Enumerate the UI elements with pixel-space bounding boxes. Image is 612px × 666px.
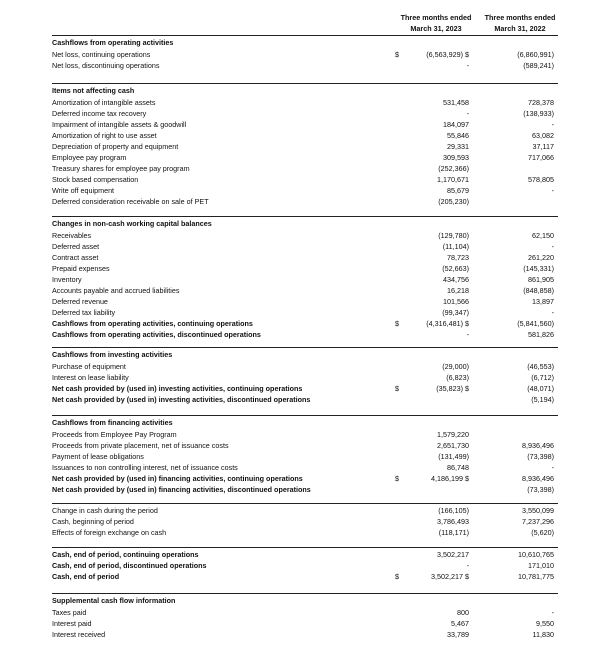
- statement-row: [0, 549, 612, 560]
- section-title-label: Changes in non-cash working capital balances: [52, 219, 212, 228]
- section-title-label: Items not affecting cash: [52, 86, 135, 95]
- statement-row: [0, 152, 612, 163]
- value-2023: (35,823) $: [436, 384, 469, 393]
- rule-line: [52, 415, 558, 416]
- statement-row: [0, 473, 612, 484]
- value-2023: (205,230): [438, 197, 469, 206]
- value-2022: (73,398): [527, 452, 554, 461]
- value-2023: -: [466, 330, 469, 339]
- statement-row: [0, 307, 612, 318]
- statement-row: [0, 163, 612, 174]
- row-label: Stock based compensation: [52, 175, 139, 184]
- statement-row: [0, 119, 612, 130]
- value-2022: 717,066: [528, 153, 554, 162]
- row-label: Impairment of intangible assets & goodwill: [52, 120, 187, 129]
- row-label: Inventory: [52, 275, 82, 284]
- value-2022: 10,781,775: [518, 572, 554, 581]
- row-label: Amortization of intangible assets: [52, 98, 156, 107]
- statement-row: [0, 527, 612, 538]
- row-label: Deferred consideration receivable on sale of PET: [52, 197, 209, 206]
- value-2022: 13,897: [532, 297, 554, 306]
- statement-row: [0, 185, 612, 196]
- row-label: Interest on lease liability: [52, 373, 129, 382]
- value-2023: 3,502,217 $: [431, 572, 469, 581]
- row-label: Deferred income tax recovery: [52, 109, 147, 118]
- value-2022: (145,331): [523, 264, 554, 273]
- value-2022: 10,610,765: [518, 550, 554, 559]
- statement-row: [0, 60, 612, 71]
- value-2023: (52,663): [442, 264, 469, 273]
- currency-symbol: $: [395, 572, 399, 581]
- value-2022: 9,550: [536, 619, 554, 628]
- row-label: Net cash provided by (used in) financing activities, continuing operations: [52, 474, 303, 483]
- row-label: Change in cash during the period: [52, 506, 158, 515]
- value-2023: (6,563,929) $: [426, 50, 469, 59]
- row-label: Receivables: [52, 231, 92, 240]
- statement-row: [0, 372, 612, 383]
- currency-symbol: $: [395, 474, 399, 483]
- row-label: Net cash provided by (used in) investing activities, continuing operations: [52, 384, 303, 393]
- value-2023: (252,366): [438, 164, 469, 173]
- value-2023: 2,651,730: [437, 441, 469, 450]
- value-2022: (848,858): [523, 286, 554, 295]
- value-2022: 62,150: [532, 231, 554, 240]
- statement-row: [0, 361, 612, 372]
- row-label: Prepaid expenses: [52, 264, 110, 273]
- section-title: [0, 349, 612, 360]
- rule-line: [52, 547, 558, 548]
- row-label: Proceeds from Employee Pay Program: [52, 430, 177, 439]
- statement-row: [0, 516, 612, 527]
- row-label: Cash, end of period: [52, 572, 120, 581]
- value-2022: -: [551, 186, 554, 195]
- rule-line: [52, 347, 558, 348]
- value-2023: 3,502,217: [437, 550, 469, 559]
- statement-row: [0, 241, 612, 252]
- value-2023: 78,723: [447, 253, 469, 262]
- rule-line: [52, 503, 558, 504]
- value-2023: 55,846: [447, 131, 469, 140]
- statement-row: [0, 383, 612, 394]
- statement-row: [0, 141, 612, 152]
- value-2023: 101,566: [443, 297, 469, 306]
- value-2023: 33,789: [447, 630, 469, 639]
- statement-row: [0, 462, 612, 473]
- value-2022: (6,860,991): [517, 50, 554, 59]
- statement-row: [0, 296, 612, 307]
- currency-symbol: $: [395, 319, 399, 328]
- value-2023: (29,000): [442, 362, 469, 371]
- statement-row: [0, 607, 612, 618]
- value-2022: (138,933): [523, 109, 554, 118]
- row-label: Net cash provided by (used in) financing activities, discontinued operations: [52, 485, 311, 494]
- row-label: Proceeds from private placement, net of issuance costs: [52, 441, 229, 450]
- column-header-2023: [395, 12, 477, 34]
- row-label: Taxes paid: [52, 608, 87, 617]
- row-label: Cash, end of period, continuing operations: [52, 550, 199, 559]
- value-2022: (589,241): [523, 61, 554, 70]
- row-label: Cash, end of period, discontinued operations: [52, 561, 207, 570]
- value-2022: 11,830: [532, 630, 554, 639]
- value-2023: 5,467: [451, 619, 469, 628]
- value-2023: 800: [457, 608, 469, 617]
- value-2022: (46,553): [527, 362, 554, 371]
- row-label: Write off equipment: [52, 186, 115, 195]
- row-label: Depreciation of property and equipment: [52, 142, 179, 151]
- row-label: Deferred asset: [52, 242, 100, 251]
- value-2023: 1,579,220: [437, 430, 469, 439]
- row-label: Deferred tax liability: [52, 308, 116, 317]
- rule-line: [52, 216, 558, 217]
- value-2023: 3,786,493: [437, 517, 469, 526]
- section-title: [0, 595, 612, 606]
- row-label: Cashflows from operating activities, continuing operations: [52, 319, 253, 328]
- value-2022: 261,220: [528, 253, 554, 262]
- statement-row: [0, 560, 612, 571]
- statement-row: [0, 629, 612, 640]
- row-label: Contract asset: [52, 253, 99, 262]
- value-2022: 8,936,496: [522, 441, 554, 450]
- value-2022: 728,378: [528, 98, 554, 107]
- value-2023: (4,316,481) $: [426, 319, 469, 328]
- value-2022: -: [551, 308, 554, 317]
- value-2023: 29,331: [447, 142, 469, 151]
- statement-row: [0, 49, 612, 60]
- statement-row: [0, 108, 612, 119]
- value-2022: (5,841,560): [517, 319, 554, 328]
- value-2022: (48,071): [527, 384, 554, 393]
- row-label: Issuances to non controlling interest, net of issuance costs: [52, 463, 238, 472]
- value-2022: (73,398): [527, 485, 554, 494]
- section-title: [0, 417, 612, 428]
- section-title-label: Supplemental cash flow information: [52, 596, 176, 605]
- value-2022: 7,237,296: [522, 517, 554, 526]
- statement-row: [0, 451, 612, 462]
- value-2022: -: [551, 463, 554, 472]
- value-2022: -: [551, 120, 554, 129]
- statement-row: [0, 618, 612, 629]
- value-2022: (5,194): [531, 395, 554, 404]
- statement-row: [0, 329, 612, 340]
- value-2023: -: [466, 109, 469, 118]
- statement-row: [0, 97, 612, 108]
- statement-row: [0, 130, 612, 141]
- currency-symbol: $: [395, 384, 399, 393]
- rule-line: [52, 83, 558, 84]
- row-label: Payment of lease obligations: [52, 452, 144, 461]
- statement-row: [0, 505, 612, 516]
- statement-row: [0, 285, 612, 296]
- value-2023: 16,218: [447, 286, 469, 295]
- value-2022: (6,712): [531, 373, 554, 382]
- statement-row: [0, 394, 612, 405]
- statement-row: [0, 263, 612, 274]
- row-label: Interest paid: [52, 619, 92, 628]
- row-label: Cash, beginning of period: [52, 517, 134, 526]
- row-label: Deferred revenue: [52, 297, 108, 306]
- statement-row: [0, 274, 612, 285]
- column-header-2022-line2: March 31, 2022: [494, 24, 546, 33]
- statement-row: [0, 484, 612, 495]
- value-2023: (11,104): [442, 242, 469, 251]
- value-2022: (5,620): [531, 528, 554, 537]
- row-label: Interest received: [52, 630, 106, 639]
- rule-line: [52, 593, 558, 594]
- column-header-2022-line1: Three months ended: [484, 13, 556, 22]
- row-label: Employee pay program: [52, 153, 127, 162]
- value-2023: 85,679: [447, 186, 469, 195]
- value-2023: 86,748: [447, 463, 469, 472]
- value-2023: (131,499): [438, 452, 469, 461]
- value-2022: -: [551, 608, 554, 617]
- statement-row: [0, 440, 612, 451]
- section-title-label: Cashflows from operating activities: [52, 38, 174, 47]
- statement-row: [0, 429, 612, 440]
- value-2023: 531,458: [443, 98, 469, 107]
- value-2022: 171,010: [528, 561, 554, 570]
- row-label: Treasury shares for employee pay program: [52, 164, 190, 173]
- column-header-2023-line1: Three months ended: [400, 13, 472, 22]
- currency-symbol: $: [395, 50, 399, 59]
- statement-row: [0, 252, 612, 263]
- value-2022: 861,905: [528, 275, 554, 284]
- row-label: Net loss, continuing operations: [52, 50, 151, 59]
- value-2022: 581,826: [528, 330, 554, 339]
- value-2022: 37,117: [532, 142, 554, 151]
- section-title: [0, 37, 612, 48]
- statement-row: [0, 174, 612, 185]
- row-label: Purchase of equipment: [52, 362, 126, 371]
- value-2023: (118,171): [438, 528, 469, 537]
- section-title-label: Cashflows from financing activities: [52, 418, 173, 427]
- value-2022: 63,082: [532, 131, 554, 140]
- value-2023: (129,780): [438, 231, 469, 240]
- value-2023: 309,593: [443, 153, 469, 162]
- section-title: [0, 85, 612, 96]
- section-title: [0, 218, 612, 229]
- value-2023: -: [466, 561, 469, 570]
- row-label: Accounts payable and accrued liabilities: [52, 286, 180, 295]
- value-2023: -: [466, 61, 469, 70]
- statement-row: [0, 571, 612, 582]
- statement-row: [0, 196, 612, 207]
- value-2023: 4,186,199 $: [431, 474, 469, 483]
- row-label: Net loss, discontinuing operations: [52, 61, 160, 70]
- rule-line: [52, 35, 558, 36]
- value-2023: 184,097: [443, 120, 469, 129]
- section-title-label: Cashflows from investing activities: [52, 350, 173, 359]
- column-header-2022: [479, 12, 561, 34]
- row-label: Net cash provided by (used in) investing activities, discontinued operations: [52, 395, 311, 404]
- value-2023: 1,170,671: [437, 175, 469, 184]
- row-label: Amortization of right to use asset: [52, 131, 157, 140]
- value-2023: (6,823): [446, 373, 469, 382]
- value-2022: 8,936,496: [522, 474, 554, 483]
- column-header-2023-line2: March 31, 2023: [410, 24, 462, 33]
- value-2022: 578,805: [528, 175, 554, 184]
- row-label: Effects of foreign exchange on cash: [52, 528, 167, 537]
- value-2023: (166,105): [438, 506, 469, 515]
- statement-row: [0, 230, 612, 241]
- row-label: Cashflows from operating activities, discontinued operations: [52, 330, 261, 339]
- value-2023: (99,347): [442, 308, 469, 317]
- statement-row: [0, 318, 612, 329]
- value-2022: 3,550,099: [522, 506, 554, 515]
- value-2022: -: [551, 242, 554, 251]
- value-2023: 434,756: [443, 275, 469, 284]
